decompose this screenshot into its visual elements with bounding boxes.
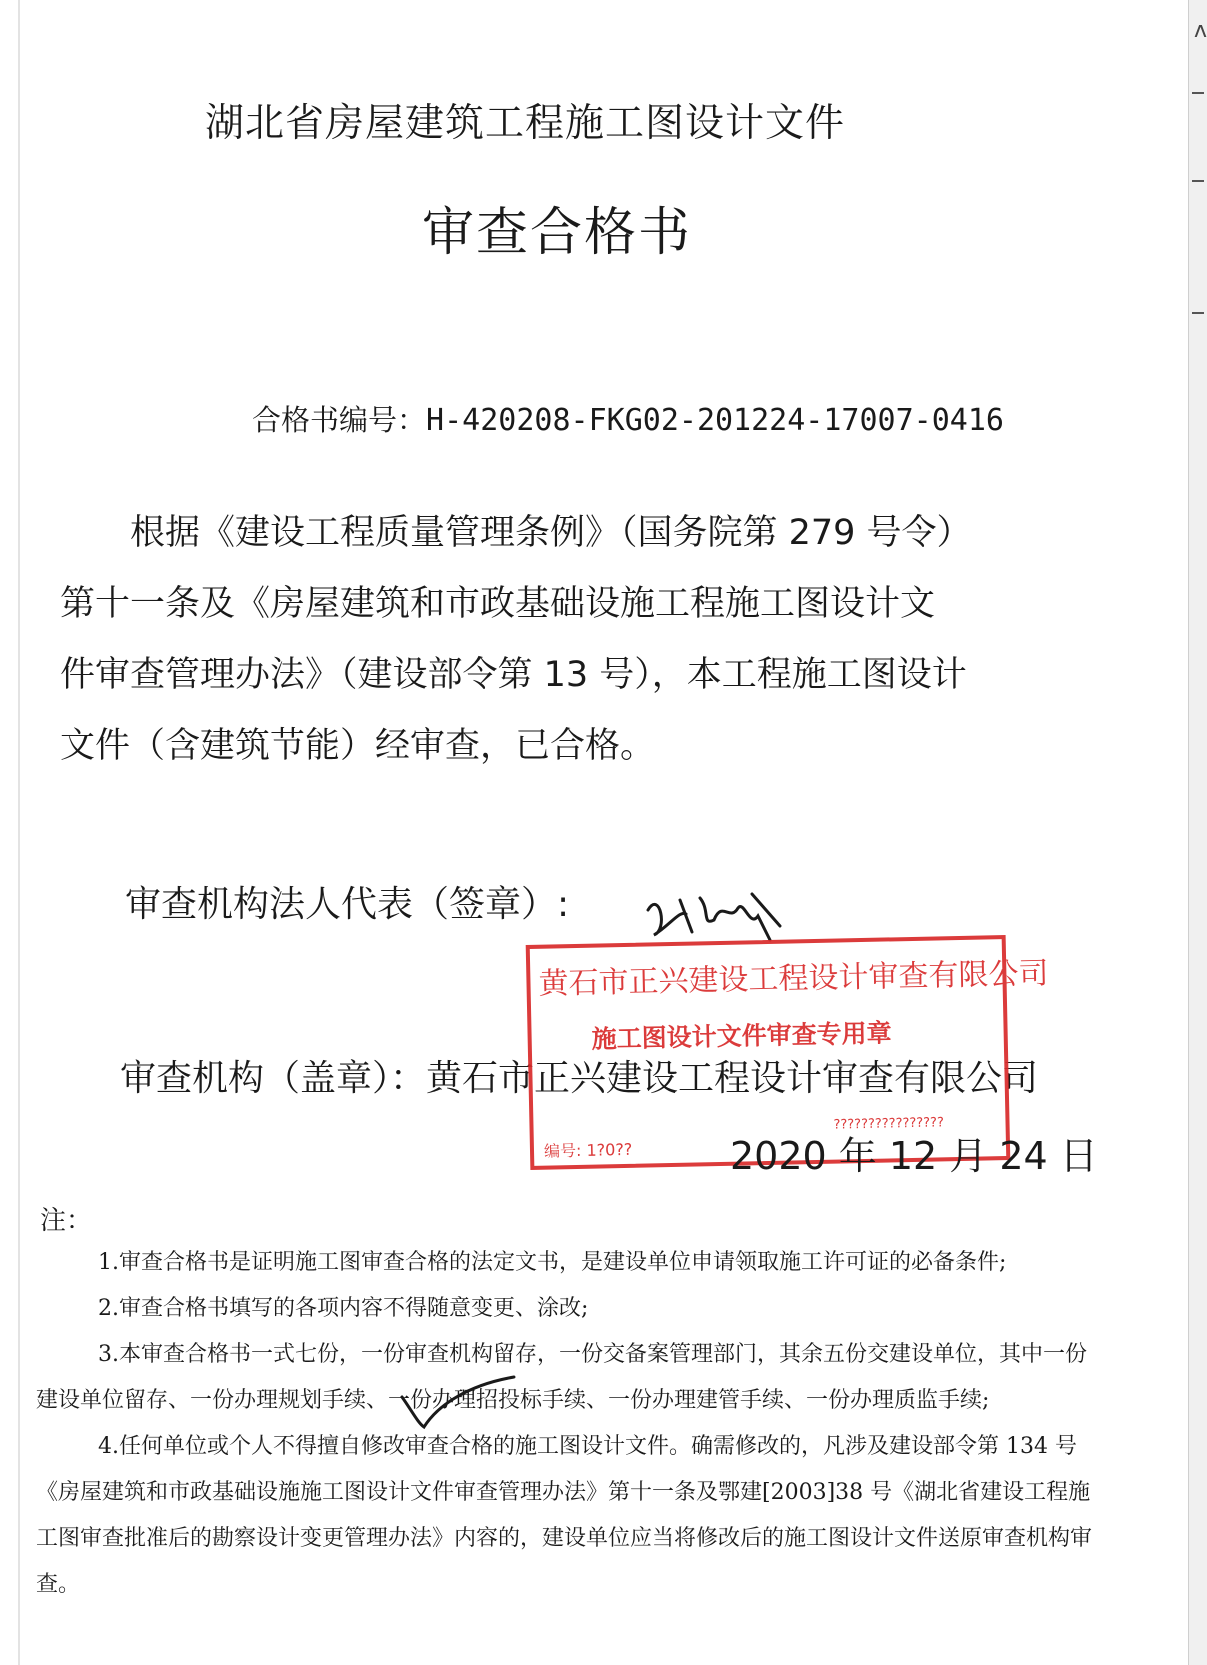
paper-fold-line — [18, 0, 20, 1665]
certificate-heading: 审查合格书 — [422, 203, 693, 263]
note-item: 2.审查合格书填写的各项内容不得随意变更、涂改; — [98, 1296, 589, 1321]
body-line: 文件（含建筑节能）经审查，已合格。 — [60, 726, 656, 766]
certificate-body — [60, 498, 1070, 782]
agency-name: 黄石市正兴建设工程设计审查有限公司 — [426, 1058, 1039, 1099]
body-line: 件审查管理办法》（建设部令第 13 号），本工程施工图设计 — [60, 655, 967, 695]
issue-date: 2020 年 12 月 24 日 — [730, 1134, 1098, 1178]
stamp-number: 编号: 1?0?? — [543, 1139, 633, 1161]
stamp-agency-name: 黄石市正兴建设工程设计审查有限公司 — [538, 956, 1049, 1002]
stamp-code: ???????????????? — [833, 1115, 945, 1133]
body-line: 根据《建设工程质量管理条例》（国务院第 279 号令） — [130, 513, 972, 553]
handwritten-checkmark — [398, 1375, 518, 1435]
legal-representative-label: 审查机构法人代表（签章）: — [125, 884, 570, 925]
note-item: 4.任何单位或个人不得擅自修改审查合格的施工图设计文件。确需修改的，凡涉及建设部令第 134 号《房屋建筑和市政基础设施施工图设计文件审查管理办法》第十一条及鄂建[2003]38 号《湖北省建设工程施工图审查批准后的勘察设计变更管理办法》内容的，建设单位应当将修改后的施工图设计文件送原审查机构审查。 — [36, 1434, 1093, 1597]
note-item: 3.本审查合格书一式七份，一份审查机构留存，一份交备案管理部门，其余五份交建设单位，其中一份建设单位留存、一份办理规划手续、一份办理招投标手续、一份办理建管手续、一份办理质监手续; — [36, 1342, 1087, 1413]
adjacent-page-edge — [1188, 0, 1207, 1665]
certificate-number-value: H-420208-FKG02-201224-17007-0416 — [426, 403, 1004, 438]
edge-mark — [1192, 312, 1204, 314]
edge-glyph: ʌ — [1194, 18, 1207, 43]
edge-mark — [1192, 92, 1204, 94]
agency-label: 审查机构（盖章）： — [120, 1058, 427, 1099]
certificate-number-label: 合格书编号： — [252, 403, 427, 437]
body-line: 第十一条及《房屋建筑和市政基础设施工程施工图设计文 — [60, 584, 936, 624]
note-item: 1.审查合格书是证明施工图审查合格的法定文书，是建设单位申请领取施工许可证的必备条件; — [98, 1250, 1007, 1275]
certificate-number — [252, 398, 1004, 439]
notes-heading: 注： — [40, 1206, 93, 1236]
edge-mark — [1192, 180, 1204, 182]
stamp-purpose: 施工图设计文件审查专用章 — [591, 1018, 892, 1054]
document-title: 湖北省房屋建筑工程施工图设计文件 — [205, 101, 846, 146]
notes-list — [36, 1240, 1096, 1608]
